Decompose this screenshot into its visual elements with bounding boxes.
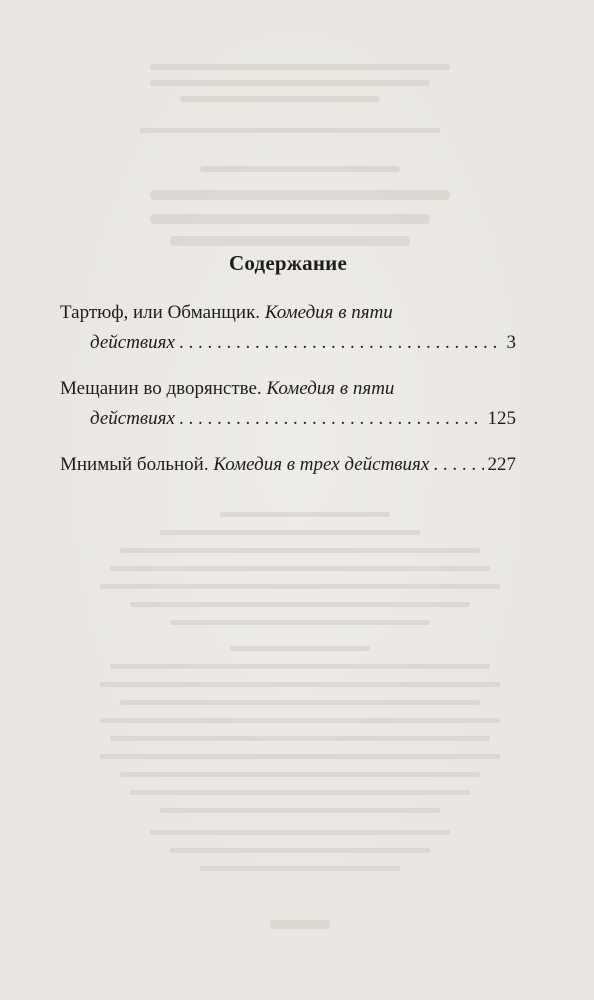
toc-entry-title: Тартюф, или Обманщик. <box>60 302 261 323</box>
toc-entry-subtitle-continuation: действиях <box>90 332 175 353</box>
toc-page-number: 3 <box>506 332 516 353</box>
toc-entry-first-line <box>60 374 516 404</box>
toc-entry <box>60 374 516 434</box>
toc-entry-title-group <box>60 450 429 480</box>
toc-entry-line <box>60 450 516 480</box>
toc-entry <box>60 450 516 480</box>
toc-entry <box>60 298 516 358</box>
toc-page-number: 125 <box>487 408 516 429</box>
toc-page-number: 227 <box>487 454 516 475</box>
dot-leader <box>433 450 483 480</box>
toc-entry-subtitle-continuation: действиях <box>90 408 175 429</box>
toc-entry-subtitle: Комедия в пяти <box>264 302 393 323</box>
toc-entry-first-line <box>60 298 516 328</box>
table-of-contents <box>60 248 516 496</box>
toc-entry-second-line <box>60 328 516 358</box>
dot-leader <box>179 328 503 358</box>
toc-entry-title: Мнимый больной. <box>60 454 209 475</box>
toc-entry-second-line <box>60 404 516 434</box>
toc-entry-subtitle: Комедия в пяти <box>266 378 395 399</box>
toc-entry-title: Мещанин во дворянстве. <box>60 378 262 399</box>
toc-heading: Содержание <box>229 251 347 275</box>
dot-leader <box>179 404 484 434</box>
toc-entry-subtitle: Комедия в трех действиях <box>213 454 430 475</box>
